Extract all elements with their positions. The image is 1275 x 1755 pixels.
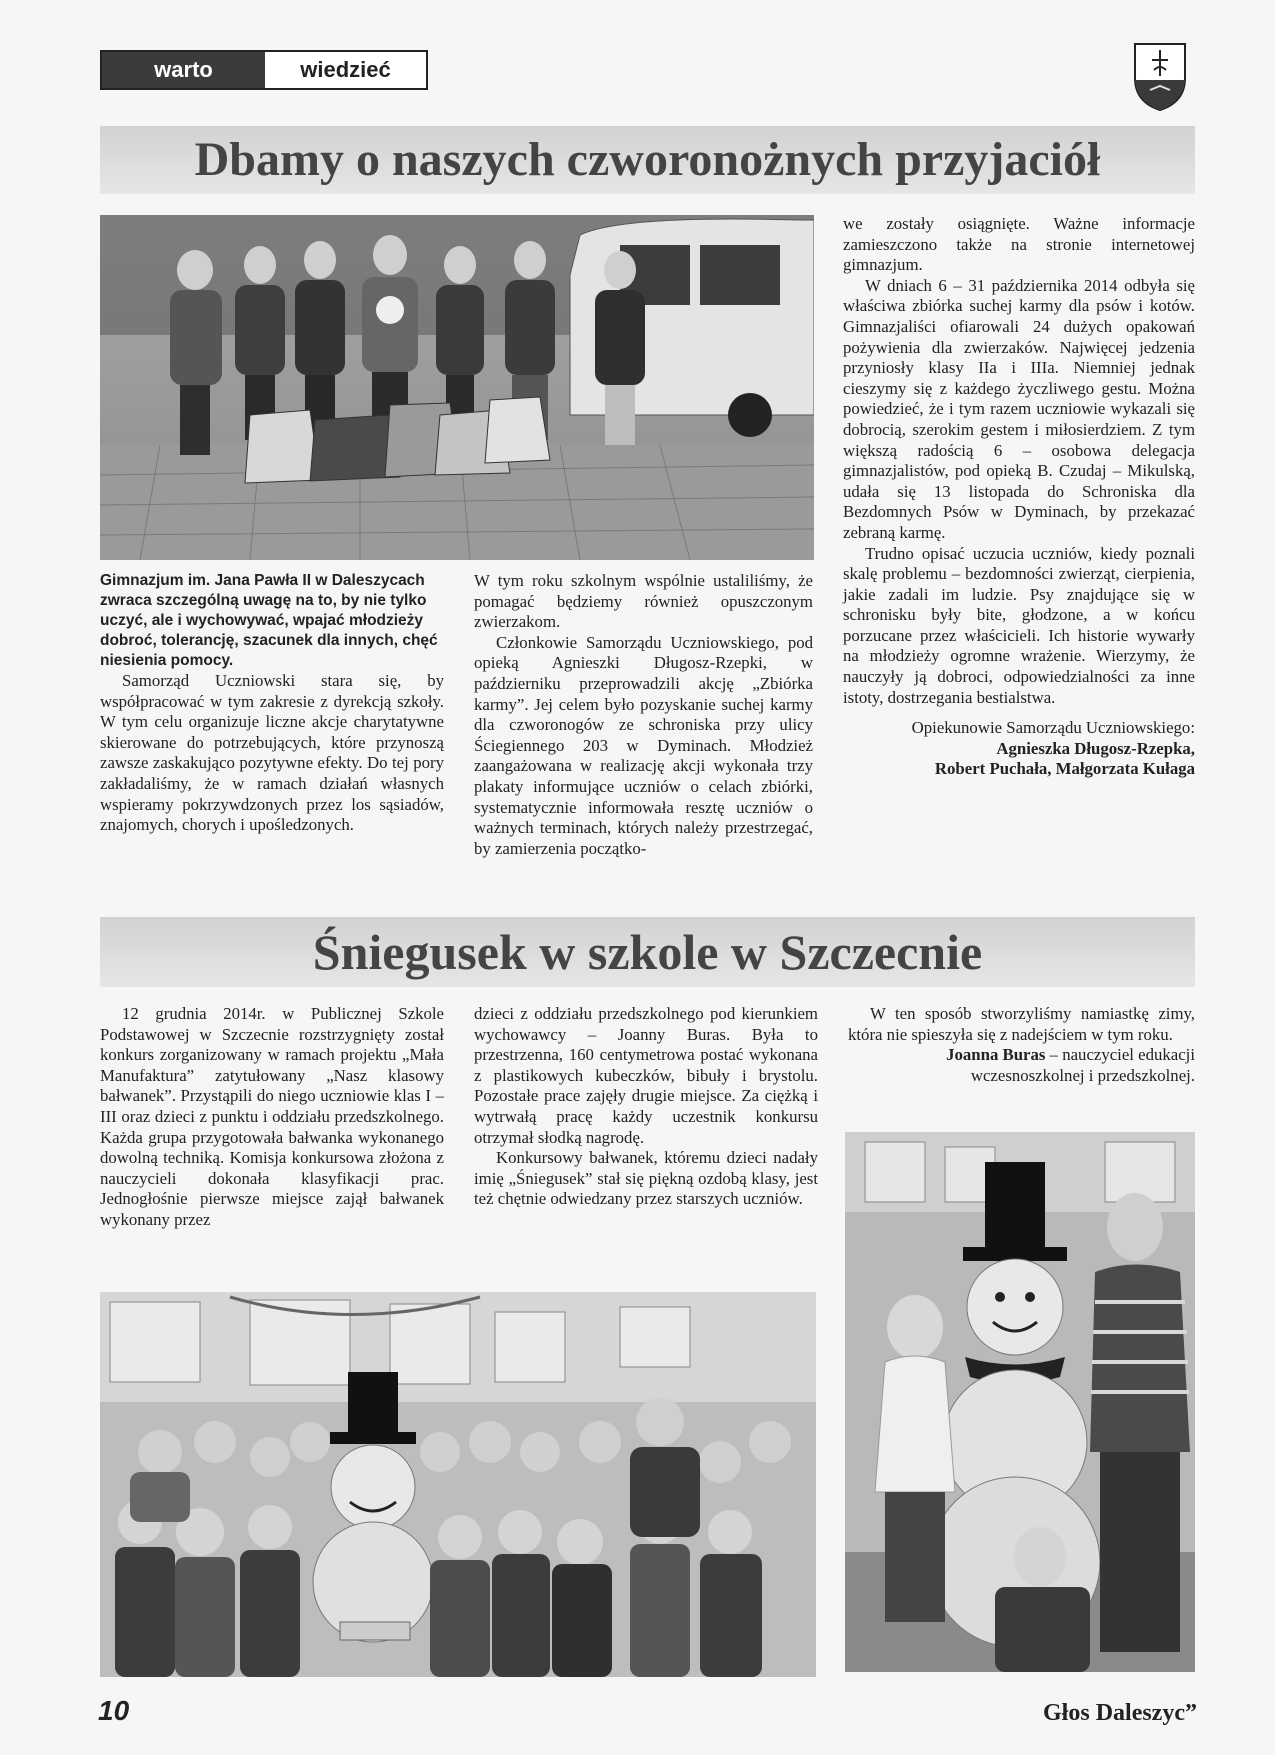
article-2-paragraph: W ten sposób stworzyliśmy namiastkę zimy, która nie spieszyła się z nadejściem w tym roku. [848,1004,1195,1044]
article-1-column-3 [843,214,1195,780]
article-2-column-3 [848,1004,1195,1086]
article-2-column-1 [100,1004,444,1231]
article-1-paragraph: W dniach 6 – 31 października 2014 odbyła się właściwa zbiórka suchej karmy dla psów i kotów. Gimnazjaliści ofiarowali 24 dużych opakowań pożywienia dla zwierzaków. Najwięcej jedzenia przyniosły klasy IIa i IIIa. Niemniej jednak cieszymy się z każdego życzliwego gestu. Można powiedzieć, że i tym razem uczniowie wykazali się dobrocią, szerokim gestem i miłosierdziem. Z tym większą radością 6 – osobowa delegacja gimnazjalistów, pod opieką B. Czudaj – Mikulską, udała się 13 listopada do Schroniska dla Bezdomnych Psów w Dyminach, by przekazać zebraną karmę. [843,275,1195,542]
article-2-headline: Śniegusek w szkole w Szczecnie [100,917,1195,987]
article-1-signature [843,718,1195,780]
signature-names: Agnieszka Długosz-Rzepka, [996,738,1195,758]
section-tag-left: warto [102,52,265,88]
article-1-headline: Dbamy o naszych czworonożnych przyjaciół [100,126,1195,194]
article-2-signature [848,1045,1195,1086]
article-1-paragraph: Samorząd Uczniowski stara się, by współpracować w tym zakresie z dyrekcją szkoły. W tym celu organizuje liczne akcje charytatywne skierowane do potrzebujących, które przynoszą zawsze zaskakująco pozytywne efekty. Do tej pory zakładaliśmy, że w ramach działań własnych wspieramy pokrzywdzonych przez los sąsiadów, znajomych, chorych i upośledzonych. [100,671,444,835]
signature-role: – nauczyciel edukacji wczesnoszkolnej i przedszkolnej. [970,1045,1195,1085]
article-2-paragraph: 12 grudnia 2014r. w Publicznej Szkole Podstawowej w Szczecnie rozstrzygnięty został konkurs zorganizowany w ramach projektu „Mała Manufaktura” zatytułowany „Nasz klasowy bałwanek”. Przystąpili do niego uczniowie klas I – III oraz dzieci z punktu i oddziału przedszkolnego. Każda grupa przygotowała bałwanka wykonanego dowolną techniką. Komisja konkursowa złożona z nauczycieli dokonała klasyfikacji prac. Jednogłośnie pierwsze miejsce zajął bałwanek wykonany przez [100,1004,444,1229]
class-group-snowman-photo [100,1292,816,1677]
article-1-paragraph: Członkowie Samorządu Uczniowskiego, pod opieką Agnieszki Długosz-Rzepki, w październiku przeprowadzili akcję „Zbiórka karmy”. Jej celem było pozyskanie suchej karmy dla czworonogów ze schroniska przy ulicy Ściegiennego 203 w Dyminach. Młodzież zaangażowana w realizację akcji wykonała trzy plakaty informujące uczniów o celach zbiórki, systematycznie informowała resztę uczniów o ważnych terminach, których należy przestrzegać, by zamierzenia początko- [474,632,813,858]
article-1-column-2 [474,571,813,859]
coat-of-arms-icon [1132,40,1188,112]
signature-names: Robert Puchała, Małgorzata Kułaga [934,759,1195,779]
students-with-dog-food-photo [100,215,814,560]
article-2-paragraph: Konkursowy bałwanek, któremu dzieci nadały imię „Śniegusek” stał się piękną ozdobą klasy, jest też chętnie odwiedzany przez starszych uczniów. [474,1148,818,1209]
article-1-paragraph: W tym roku szkolnym wspólnie ustaliliśmy, że pomagać będziemy również opuszczonym zwierzakom. [474,571,813,632]
article-1-lead: Gimnazjum im. Jana Pawła II w Daleszycach zwraca szczególną uwagę na to, by nie tylko uczyć, ale i wychowywać, wpajać młodzieży dobroć, tolerancję, szacunek dla innych, chęć niesienia pomocy. [100,572,438,669]
page-number: 10 [98,1695,130,1726]
article-1-column-1 [100,571,444,836]
article-2-paragraph: dzieci z oddziału przedszkolnego pod kierunkiem wychowawcy – Joanny Buras. Była to przestrzenna, 160 centymetrowa postać wykonana z plastikowych kubeczków, bibuły i brystolu. Pozostałe prace zajęły drugie miejsce. Za ciężką i wytrwałą pracę każdy uczestnik konkursu otrzymał słodką nagrodę. [474,1004,818,1147]
signature-name: Joanna Buras [946,1045,1046,1065]
snowman-with-teacher-photo [845,1132,1195,1672]
article-2-column-2 [474,1004,818,1210]
signature-intro: Opiekunowie Samorządu Uczniowskiego: [911,718,1195,738]
section-tag [100,50,428,90]
article-1-paragraph: Trudno opisać uczucia uczniów, kiedy poznali skalę problemu – bezdomności zwierząt, cierpienia, jakie zadali im ludzie. Psy znajdujące się w schronisku były bite, głodzone, a w końcu porzucane przez właścicieli. Ich historie wywarły na młodzieży ogromne wrażenie. Wierzymy, że nauczyły ją dobroci, odpowiedzialności za inne istoty, dostrzegania bestialstwa. [843,543,1195,707]
article-1-paragraph: we zostały osiągnięte. Ważne informacje zamieszczono także na stronie internetowej gimnazjum. [843,214,1195,275]
section-tag-right: wiedzieć [265,52,426,88]
publication-name: Głos Daleszyc” [1043,1700,1197,1726]
